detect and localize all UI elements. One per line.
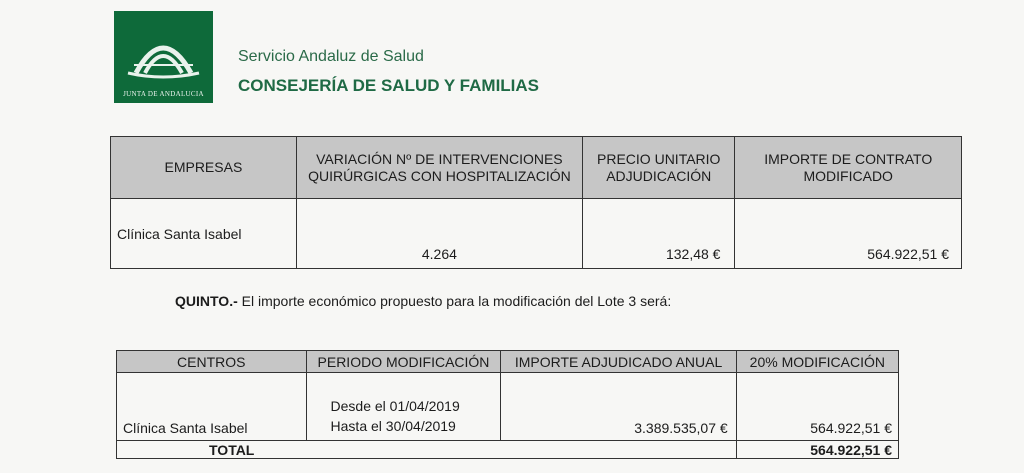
table-header-row	[117, 351, 899, 373]
col-header-modificacion: 20% MODIFICACIÓN	[736, 351, 898, 373]
col-header-importe: IMPORTE DE CONTRATO MODIFICADO	[735, 137, 962, 199]
col-header-periodo: PERIODO MODIFICACIÓN	[306, 351, 501, 373]
cell-periodo	[306, 373, 501, 441]
periodo-hasta: Hasta el 30/04/2019	[330, 418, 456, 434]
cell-centro: Clínica Santa Isabel	[117, 373, 307, 441]
col-header-empresas: EMPRESAS	[111, 137, 297, 199]
cell-importe: 564.922,51 €	[735, 199, 962, 269]
periodo-desde: Desde el 01/04/2019	[330, 398, 460, 414]
cell-modificacion: 564.922,51 €	[736, 373, 898, 441]
lote3-table	[116, 350, 899, 459]
contract-table	[110, 136, 962, 269]
total-row	[117, 441, 899, 459]
cell-precio: 132,48 €	[583, 199, 735, 269]
total-label: TOTAL	[117, 441, 737, 459]
col-header-centros: CENTROS	[117, 351, 307, 373]
junta-andalucia-logo	[114, 11, 213, 103]
table-header-row	[111, 137, 962, 199]
cell-empresa: Clínica Santa Isabel	[111, 199, 297, 269]
org-name-line1: Servicio Andaluz de Salud	[238, 48, 424, 65]
org-name-line2: CONSEJERÍA DE SALUD Y FAMILIAS	[238, 76, 540, 95]
paragraph-text: El importe económico propuesto para la modificación del Lote 3 será:	[237, 293, 672, 309]
col-header-variacion: VARIACIÓN Nº DE INTERVENCIONES QUIRÚRGICAS CON HOSPITALIZACIÓN	[296, 137, 582, 199]
col-header-importe-anual: IMPORTE ADJUDICADO ANUAL	[501, 351, 736, 373]
cell-variacion: 4.264	[296, 199, 582, 269]
col-header-precio: PRECIO UNITARIO ADJUDICACIÓN	[583, 137, 735, 199]
cell-importe-anual: 3.389.535,07 €	[501, 373, 736, 441]
logo-text: JUNTA DE ANDALUCIA	[123, 90, 204, 98]
paragraph-quinto	[175, 293, 671, 309]
table-row	[117, 373, 899, 441]
paragraph-label: QUINTO.-	[175, 293, 238, 309]
table-row	[111, 199, 962, 269]
total-value: 564.922,51 €	[736, 441, 898, 459]
